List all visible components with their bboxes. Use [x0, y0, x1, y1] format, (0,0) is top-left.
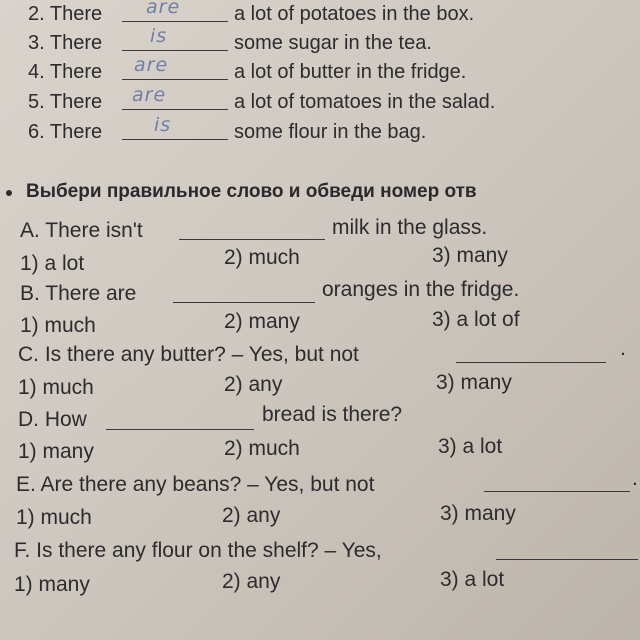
option[interactable]: 1) much — [18, 376, 94, 399]
question-f-blank — [496, 558, 638, 560]
question-e-prefix: E. Are there any beans? – Yes, but not — [16, 473, 375, 496]
answer-blank — [122, 121, 228, 140]
option[interactable]: 2) much — [224, 437, 300, 460]
fill-in-item — [28, 3, 102, 25]
item-lead: There — [49, 61, 103, 83]
question-a-suffix: milk in the glass. — [332, 216, 488, 239]
question-e-blank — [484, 490, 630, 492]
item-rest: some flour in the bag. — [234, 121, 427, 143]
option[interactable]: 2) any — [222, 504, 281, 527]
question-f-prefix: F. Is there any flour on the shelf? – Yes, — [14, 539, 382, 562]
question-c-prefix: C. Is there any butter? – Yes, but not — [18, 343, 359, 366]
option[interactable]: 2) much — [224, 246, 300, 269]
handwritten-answer: are — [134, 54, 169, 76]
option[interactable]: 3) a lot — [440, 568, 505, 591]
item-lead: There — [49, 91, 103, 113]
question-c-suffix: . — [620, 337, 626, 360]
handwritten-answer: is — [150, 25, 168, 47]
question-b-blank — [173, 301, 315, 303]
item-rest: a lot of potatoes in the box. — [234, 3, 475, 25]
option[interactable]: 3) many — [432, 244, 508, 267]
question-d-blank — [106, 428, 254, 430]
option[interactable]: 3) many — [440, 502, 516, 525]
item-number: 3. — [28, 32, 45, 54]
item-lead: There — [49, 3, 103, 25]
option[interactable]: 2) any — [222, 570, 281, 593]
item-lead: There — [49, 121, 103, 143]
question-a-prefix: A. There isn't — [20, 219, 143, 242]
question-d-suffix: bread is there? — [262, 403, 403, 426]
fill-in-item — [28, 91, 102, 113]
option[interactable]: 1) many — [18, 440, 94, 463]
question-b-suffix: oranges in the fridge. — [322, 278, 520, 301]
exercise-heading: Выбери правильное слово и обведи номер отв — [26, 181, 477, 202]
option[interactable]: 2) many — [224, 310, 300, 333]
fill-in-item — [28, 32, 102, 54]
option[interactable]: 3) a lot of — [432, 308, 520, 331]
option[interactable]: 3) many — [436, 371, 512, 394]
item-number: 6. — [28, 121, 45, 143]
option[interactable]: 1) a lot — [20, 252, 85, 275]
question-e-suffix: . — [632, 467, 638, 490]
item-rest: some sugar in the tea. — [234, 32, 432, 54]
option[interactable]: 3) a lot — [438, 435, 503, 458]
fill-in-item — [28, 61, 102, 83]
item-rest: a lot of butter in the fridge. — [234, 61, 467, 83]
item-number: 4. — [28, 61, 45, 83]
option[interactable]: 2) any — [224, 373, 283, 396]
option[interactable]: 1) much — [20, 314, 96, 337]
handwritten-answer: is — [154, 114, 172, 136]
question-a-blank — [179, 238, 325, 240]
option[interactable]: 1) much — [16, 506, 92, 529]
fill-in-item — [28, 121, 102, 143]
item-number: 2. — [28, 3, 45, 25]
item-rest: a lot of tomatoes in the salad. — [234, 91, 496, 113]
question-d-prefix: D. How — [18, 408, 87, 431]
exercise-bullet — [6, 190, 12, 196]
question-b-prefix: B. There are — [20, 282, 137, 305]
question-c-blank — [456, 361, 606, 363]
option[interactable]: 1) many — [14, 573, 90, 596]
item-lead: There — [49, 32, 103, 54]
handwritten-answer: are — [132, 84, 167, 106]
item-number: 5. — [28, 91, 45, 113]
handwritten-answer: are — [146, 0, 181, 18]
answer-blank — [122, 32, 228, 51]
